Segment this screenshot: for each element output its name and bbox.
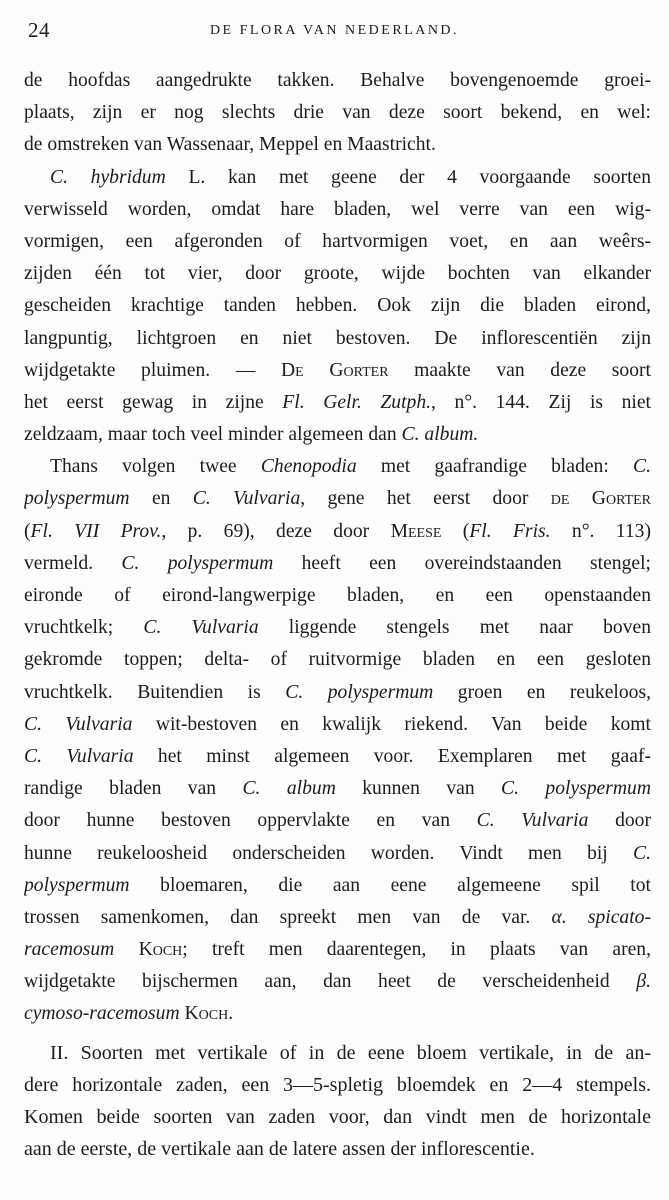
page-number: 24 bbox=[28, 18, 50, 42]
text-run: door hunne bestoven oppervlakte en van bbox=[24, 810, 477, 832]
small-caps-name: Meese bbox=[390, 520, 442, 542]
text-run: ; treft men daarentegen, in plaats van aren, bbox=[182, 939, 651, 961]
text-run: de hoofdas aangedrukte takken. Behalve bovengenoemde groei- bbox=[24, 70, 651, 91]
text-run: wit-bestoven en kwalijk riekend. Van beide komt bbox=[132, 713, 651, 735]
text-run: aan de eerste, de vertikale aan de latere assen der inflorescentie. bbox=[24, 1138, 535, 1161]
italic-text: C. hybridum bbox=[50, 166, 166, 188]
text-line bbox=[24, 483, 651, 515]
italic-text: C. Vulvaria bbox=[24, 745, 134, 767]
text-run: de omstreken van Wassenaar, Meppel en Maastricht. bbox=[24, 134, 436, 156]
text-run: trossen samenkomen, dan spreekt men van de var. bbox=[24, 906, 552, 928]
text-run: ( bbox=[24, 520, 31, 542]
text-run: het eerst gewag in zijne bbox=[24, 391, 283, 413]
italic-text: Chenopodia bbox=[260, 456, 357, 478]
text-line bbox=[24, 966, 651, 998]
text-run: hunne reukeloosheid onderscheiden worden. Vindt men bij bbox=[24, 842, 634, 864]
text-run: wijdgetakte pluimen. — bbox=[24, 359, 281, 381]
page-header bbox=[24, 18, 645, 46]
text-line bbox=[24, 838, 651, 870]
text-run: bloemaren, die aan eene algemeene spil tot bbox=[129, 874, 651, 896]
text-run: , p. 69), deze door bbox=[161, 520, 391, 542]
small-caps-name: de Gorter bbox=[550, 488, 651, 510]
text-run: groen en reukeloos, bbox=[433, 681, 651, 703]
text-run: het minst algemeen voor. Exemplaren met gaaf- bbox=[133, 745, 651, 767]
text-line bbox=[24, 934, 651, 966]
text-run: maakte van deze soort bbox=[388, 359, 651, 381]
text-line bbox=[24, 451, 651, 483]
italic-text: C. album bbox=[242, 778, 336, 800]
text-line bbox=[24, 644, 651, 676]
text-line bbox=[24, 97, 651, 129]
text-line bbox=[24, 355, 651, 387]
text-line bbox=[24, 612, 651, 644]
text-run: vormigen, een afgeronden of hartvormigen voet, en aan weêrs- bbox=[24, 230, 651, 252]
small-caps-name: Koch bbox=[138, 939, 183, 961]
text-run: vruchtkelk; bbox=[24, 617, 144, 639]
italic-text: Fl. Fris. bbox=[469, 520, 551, 542]
text-run: ( bbox=[441, 520, 470, 542]
italic-text: C. bbox=[633, 842, 651, 864]
italic-text: C. Vulvaria bbox=[476, 810, 589, 832]
italic-text: β. bbox=[636, 971, 651, 993]
text-line bbox=[24, 1101, 651, 1133]
text-run: zijden één tot vier, door groote, wijde bochten van elkander bbox=[24, 263, 651, 285]
italic-text: polyspermum bbox=[24, 488, 130, 510]
italic-text: racemosum bbox=[24, 939, 115, 961]
italic-text: C. polyspermum bbox=[285, 681, 434, 703]
text-run: Komen beide soorten van zaden voor, dan vindt men de horizontale bbox=[24, 1106, 651, 1128]
text-run: , n°. 144. Zij is niet bbox=[431, 391, 651, 413]
text-run: en bbox=[129, 488, 193, 510]
text-run: verwisseld worden, omdat hare bladen, wel verre van een wig- bbox=[24, 198, 651, 220]
text-run: wijdgetakte bijschermen aan, dan heet de verscheidenheid bbox=[24, 971, 637, 993]
text-line bbox=[24, 548, 651, 580]
text-line bbox=[24, 677, 651, 709]
italic-text: C. Vulvaria bbox=[143, 617, 259, 639]
italic-text: C. Vulvaria bbox=[24, 713, 133, 735]
text-line bbox=[24, 65, 651, 97]
text-line bbox=[24, 998, 651, 1030]
text-line bbox=[24, 323, 651, 355]
text-run: gescheiden krachtige tanden hebben. Ook zijn die bladen eirond, bbox=[24, 295, 651, 317]
text-run: kunnen van bbox=[335, 778, 502, 800]
italic-text: C. Vulvaria bbox=[192, 488, 301, 510]
text-line bbox=[24, 580, 651, 612]
italic-text: cymoso-racemosum bbox=[24, 1003, 180, 1025]
italic-text: polyspermum bbox=[24, 874, 130, 896]
text-line bbox=[24, 290, 651, 322]
text-line bbox=[24, 129, 651, 161]
text-run: Thans volgen twee bbox=[50, 456, 261, 478]
text-run: zeldzaam, maar toch veel minder algemeen dan bbox=[24, 424, 402, 446]
body-text bbox=[24, 65, 651, 1165]
text-line bbox=[24, 516, 651, 548]
text-run: vruchtkelk. Buitendien is bbox=[24, 681, 286, 703]
text-line bbox=[24, 419, 651, 451]
italic-text: C. album. bbox=[401, 424, 479, 446]
text-run: heeft een overeindstaanden stengel; bbox=[273, 552, 651, 574]
text-run: liggende stengels met naar boven bbox=[258, 617, 651, 639]
text-run: gekromde toppen; delta- of ruitvormige bladen en een gesloten bbox=[24, 649, 651, 671]
text-run: dere horizontale zaden, een 3—5-spletig bloemdek en 2—4 stempels. bbox=[24, 1073, 651, 1096]
text-run: L. kan met geene der 4 voorgaande soorten bbox=[165, 166, 651, 188]
text-line bbox=[24, 387, 651, 419]
text-run: met gaafrandige bladen: bbox=[356, 456, 634, 478]
text-line bbox=[24, 194, 651, 226]
text-run: n°. 113) bbox=[550, 520, 651, 542]
text-run: door bbox=[588, 810, 651, 832]
text-line bbox=[24, 709, 651, 741]
text-run: , gene het eerst door bbox=[300, 488, 551, 510]
text-line bbox=[24, 902, 651, 934]
text-run: vermeld. bbox=[24, 552, 122, 574]
text-run: randige bladen van bbox=[24, 778, 243, 800]
italic-text: Fl. Gelr. Zutph. bbox=[282, 391, 432, 413]
italic-text: C. polyspermum bbox=[501, 778, 651, 800]
text-run: eironde of eirond-langwerpige bladen, en een openstaanden bbox=[24, 585, 651, 606]
text-line bbox=[24, 1037, 651, 1069]
text-line bbox=[24, 226, 651, 258]
text-line bbox=[24, 773, 651, 805]
small-caps-name: Koch bbox=[184, 1003, 229, 1025]
italic-text: C. polyspermum bbox=[121, 552, 274, 574]
text-run: plaats, zijn er nog slechts drie van deze soort bekend, en wel: bbox=[24, 102, 651, 124]
text-run: II. Soorten met vertikale of in de eene bloem vertikale, in de an- bbox=[50, 1041, 651, 1064]
small-caps-name: De Gorter bbox=[281, 359, 389, 381]
text-line bbox=[24, 1133, 651, 1165]
text-line bbox=[24, 258, 651, 290]
italic-text: α. spicato- bbox=[551, 906, 651, 928]
italic-text: Fl. VII Prov. bbox=[30, 520, 162, 542]
text-run bbox=[114, 939, 138, 960]
text-line bbox=[24, 1069, 651, 1101]
running-head: DE FLORA VAN NEDERLAND. bbox=[209, 23, 460, 38]
text-line bbox=[24, 870, 651, 902]
text-line bbox=[24, 741, 651, 773]
text-run: langpuntig, lichtgroen en niet bestoven. De inflorescentiën zijn bbox=[24, 327, 651, 349]
text-run: . bbox=[228, 1003, 234, 1025]
italic-text: C. bbox=[633, 456, 651, 478]
text-line bbox=[24, 162, 651, 194]
text-line bbox=[24, 805, 651, 837]
